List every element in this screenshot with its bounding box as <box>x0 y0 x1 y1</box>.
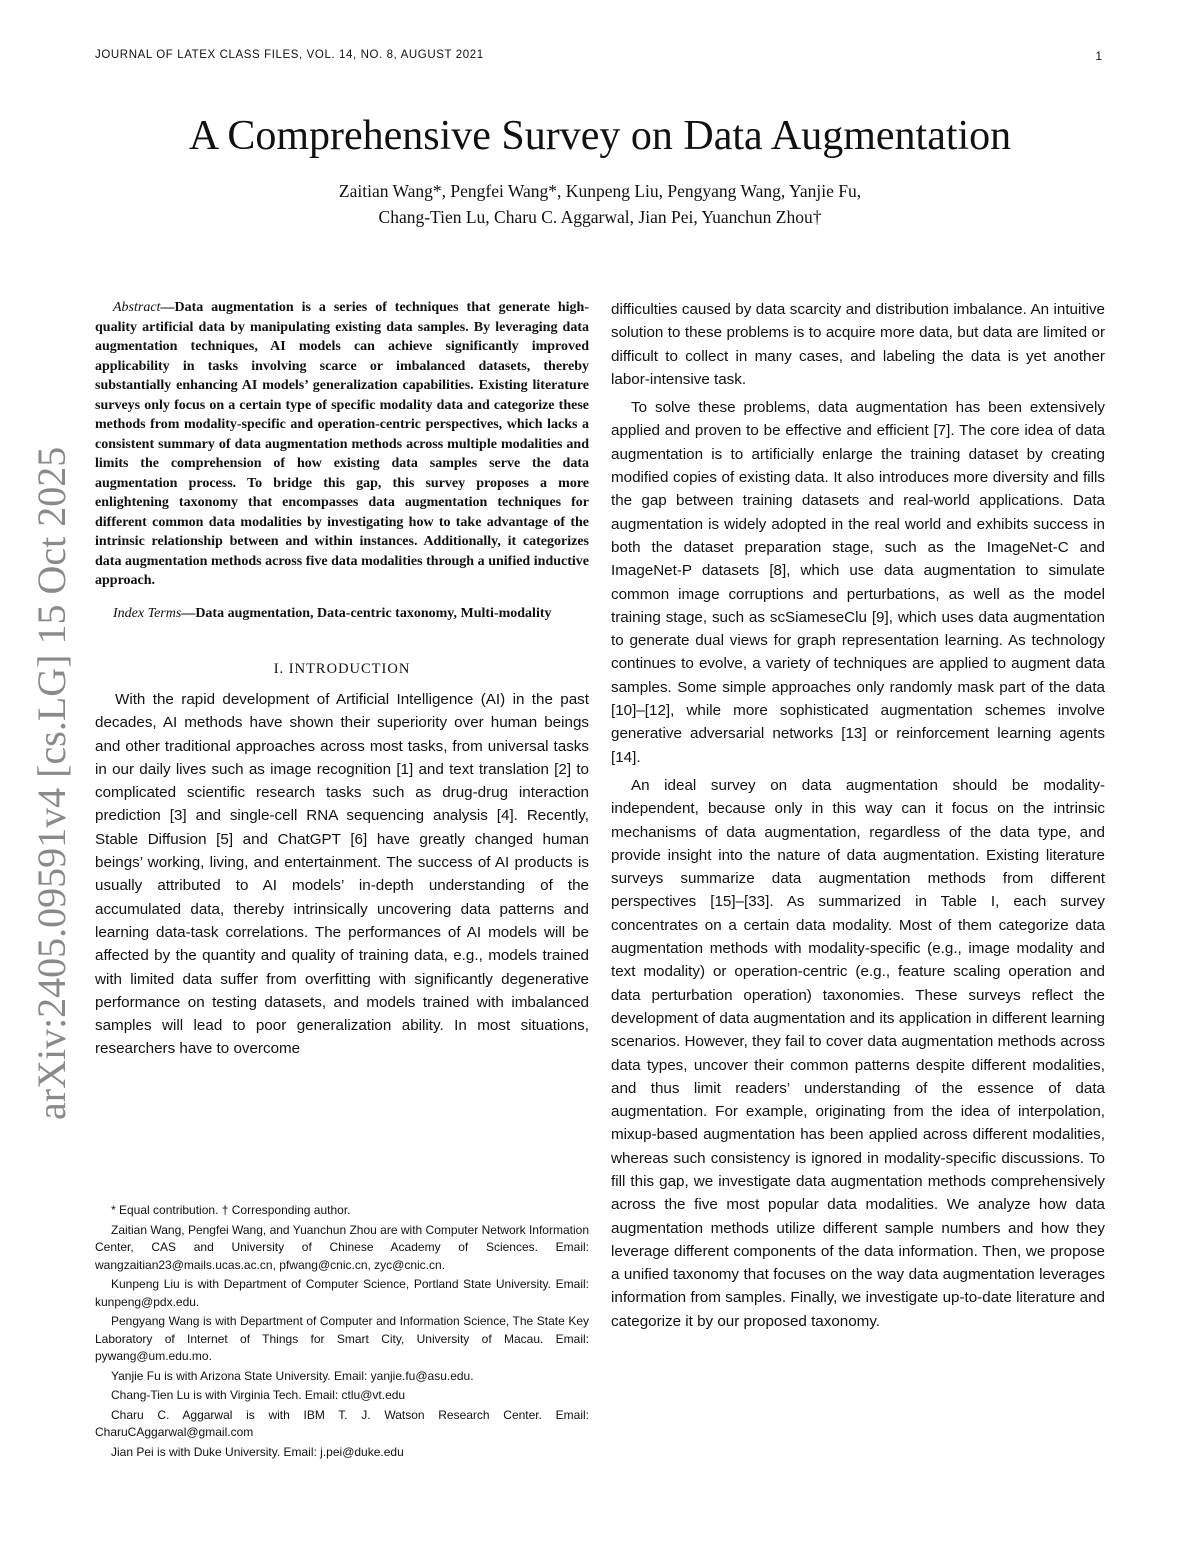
author-line-1: Zaitian Wang*, Pengfei Wang*, Kunpeng Liu, Pengyang Wang, Yanjie Fu, <box>338 181 862 201</box>
footnote-contribution: * Equal contribution. † Corresponding author. <box>111 1203 351 1217</box>
section-heading-introduction: I. INTRODUCTION <box>273 661 411 677</box>
footnote-affiliation: Charu C. Aggarwal is with IBM T. J. Watson Research Center. Email: CharuCAggarwal@gmail.com <box>95 1407 589 1439</box>
footnote-affiliation: Jian Pei is with Duke University. Email: j.pei@duke.edu <box>111 1444 404 1459</box>
footnote-affiliation: Yanjie Fu is with Arizona State University. Email: yanjie.fu@asu.edu. <box>111 1368 474 1383</box>
body-paragraph: An ideal survey on data augmentation should be modality-independent, because only in this way can it focus on the intrinsic mechanisms of data augmentation, regardless of the data type, and provide insight into the nature of data augmentation. Existing literature surveys summarize data augmentation methods from different perspectives [15]–[33]. As summarized in Table I, each survey concentrates on a certain data modality. Most of them categorize data augmentation methods with modality-specific (e.g., image modality and text modality) or operation-centric (e.g., feature scaling operation and data perturbation operation) taxonomies. These surveys reflect the development of data augmentation and its application in different learning scenarios. However, they fail to cover data augmentation methods across data types, uncover their common patterns despite different modalities, and thus limit readers’ understanding of the essence of data augmentation. For example, originating from the idea of interpolation, mixup-based augmentation has been applied across different modalities, whereas such consistency is ignored in modality-specific discussions. To fill this gap, we investigate data augmentation methods comprehensively across the five most popular data modalities. We analyze how data augmentation methods utilize different sample numbers and how they leverage different components of the data information. Then, we propose a unified taxonomy that focuses on the way data augmentation leverages information from samples. Finally, we investigate up-to-date literature and categorize it by our proposed taxonomy. <box>611 776 1105 1330</box>
page-number: 1 <box>1095 49 1102 63</box>
right-column <box>611 298 1105 1333</box>
arxiv-identifier-stamp[interactable]: arXiv:2405.09591v4 [cs.LG] 15 Oct 2025 <box>29 446 74 1120</box>
abstract-text: —Data augmentation is a series of techniques that generate high-quality artificial data by manipulating existing data samples. By leveraging data augmentation techniques, AI models can achieve significantly improved applicability in tasks involving scarce or imbalanced datasets, thereby substantially enhancing AI models’ generalization capabilities. Existing literature surveys only focus on a certain type of specific modality data and categorize these methods from modality-specific and operation-centric perspectives, which lacks a consistent summary of data augmentation methods across multiple modalities and limits the comprehension of how existing data samples serve the data augmentation process. To bridge this gap, this survey proposes a more enlightening taxonomy that encompasses data augmentation techniques for different common data modalities by investigating how to take advantage of the intrinsic relationship between and within instances. Additionally, it categorizes data augmentation methods across five data modalities through a unified inductive approach. <box>95 300 589 588</box>
footnote-affiliation: Zaitian Wang, Pengfei Wang, and Yuanchun Zhou are with Computer Network Information Center, CAS and University of Chinese Academy of Sciences. Email: wangzaitian23@mails.ucas.ac.cn, pfwang@cnic.cn, zyc@cnic.cn. <box>95 1222 589 1272</box>
footnotes <box>95 1202 589 1463</box>
body-paragraph: difficulties caused by data scarcity and distribution imbalance. An intuitive solution to these problems is to acquire more data, but data are limited or difficult to collect in many cases, and labeling the data is yet another labor-intensive task. <box>611 301 1105 388</box>
index-terms-text: —Data augmentation, Data-centric taxonomy, Multi-modality <box>181 605 552 621</box>
footnote-affiliation: Pengyang Wang is with Department of Computer and Information Science, The State Key Laboratory of Internet of Things for Smart City, University of Macau. Email: pywang@um.edu.mo. <box>95 1314 589 1363</box>
index-terms-lead: Index Terms <box>113 605 182 621</box>
paper-title: A Comprehensive Survey on Data Augmentation <box>188 113 1012 159</box>
abstract <box>95 298 589 591</box>
journal-header: JOURNAL OF LATEX CLASS FILES, VOL. 14, NO. 8, AUGUST 2021 <box>95 49 484 61</box>
author-list <box>0 178 1200 230</box>
footnote-affiliation: Kunpeng Liu is with Department of Computer Science, Portland State University. Email: kunpeng@pdx.edu. <box>95 1277 589 1309</box>
index-terms <box>95 604 589 624</box>
left-column <box>95 298 589 1061</box>
body-paragraph: To solve these problems, data augmentation has been extensively applied and proven to be effective and efficient [7]. The core idea of data augmentation is to artificially enlarge the training dataset by creating modified copies of existing data. It also introduces more diversity and fills the gap between training datasets and real-world applications. Data augmentation is widely adopted in the real world and exhibits success in both the dataset preparation stage, such as the ImageNet-C and ImageNet-P datasets [8], which use data augmentation to simulate common image corruptions and perturbations, as well as the model training stage, such as scSiameseClu [9], which uses data augmentation to generate dual views for graph representation learning. As technology continues to evolve, a variety of techniques are applied to augment data samples. Some simple approaches only randomly mask part of the data [10]–[12], while more sophisticated augmentation schemes involve generative adversarial networks [13] or reinforcement learning agents [14]. <box>611 399 1105 766</box>
footnote-affiliation: Chang-Tien Lu is with Virginia Tech. Email: ctlu@vt.edu <box>111 1388 406 1402</box>
abstract-lead: Abstract <box>113 300 161 315</box>
author-line-2: Chang-Tien Lu, Charu C. Aggarwal, Jian Pei, Yuanchun Zhou† <box>378 207 822 227</box>
intro-paragraph: With the rapid development of Artificial Intelligence (AI) in the past decades, AI methods have shown their superiority over human beings and other traditional approaches across most tasks, from universal tasks in our daily lives such as image recognition [1] and text translation [2] to complicated scientific research tasks such as drug-drug interaction prediction [3] and single-cell RNA sequencing analysis [4]. Recently, Stable Diffusion [5] and ChatGPT [6] have greatly changed human beings’ working, living, and entertainment. The success of AI products is usually attributed to AI models’ in-depth understanding of the accumulated data, thereby intrinsically uncovering data patterns and learning data-task correlations. The performances of AI models will be affected by the quantity and quality of training data, e.g., models trained with limited data suffer from overfitting with significantly degenerative performance on testing datasets, and models trained with imbalanced samples will lead to poor generalization ability. In most situations, researchers have to overcome <box>95 691 589 1058</box>
